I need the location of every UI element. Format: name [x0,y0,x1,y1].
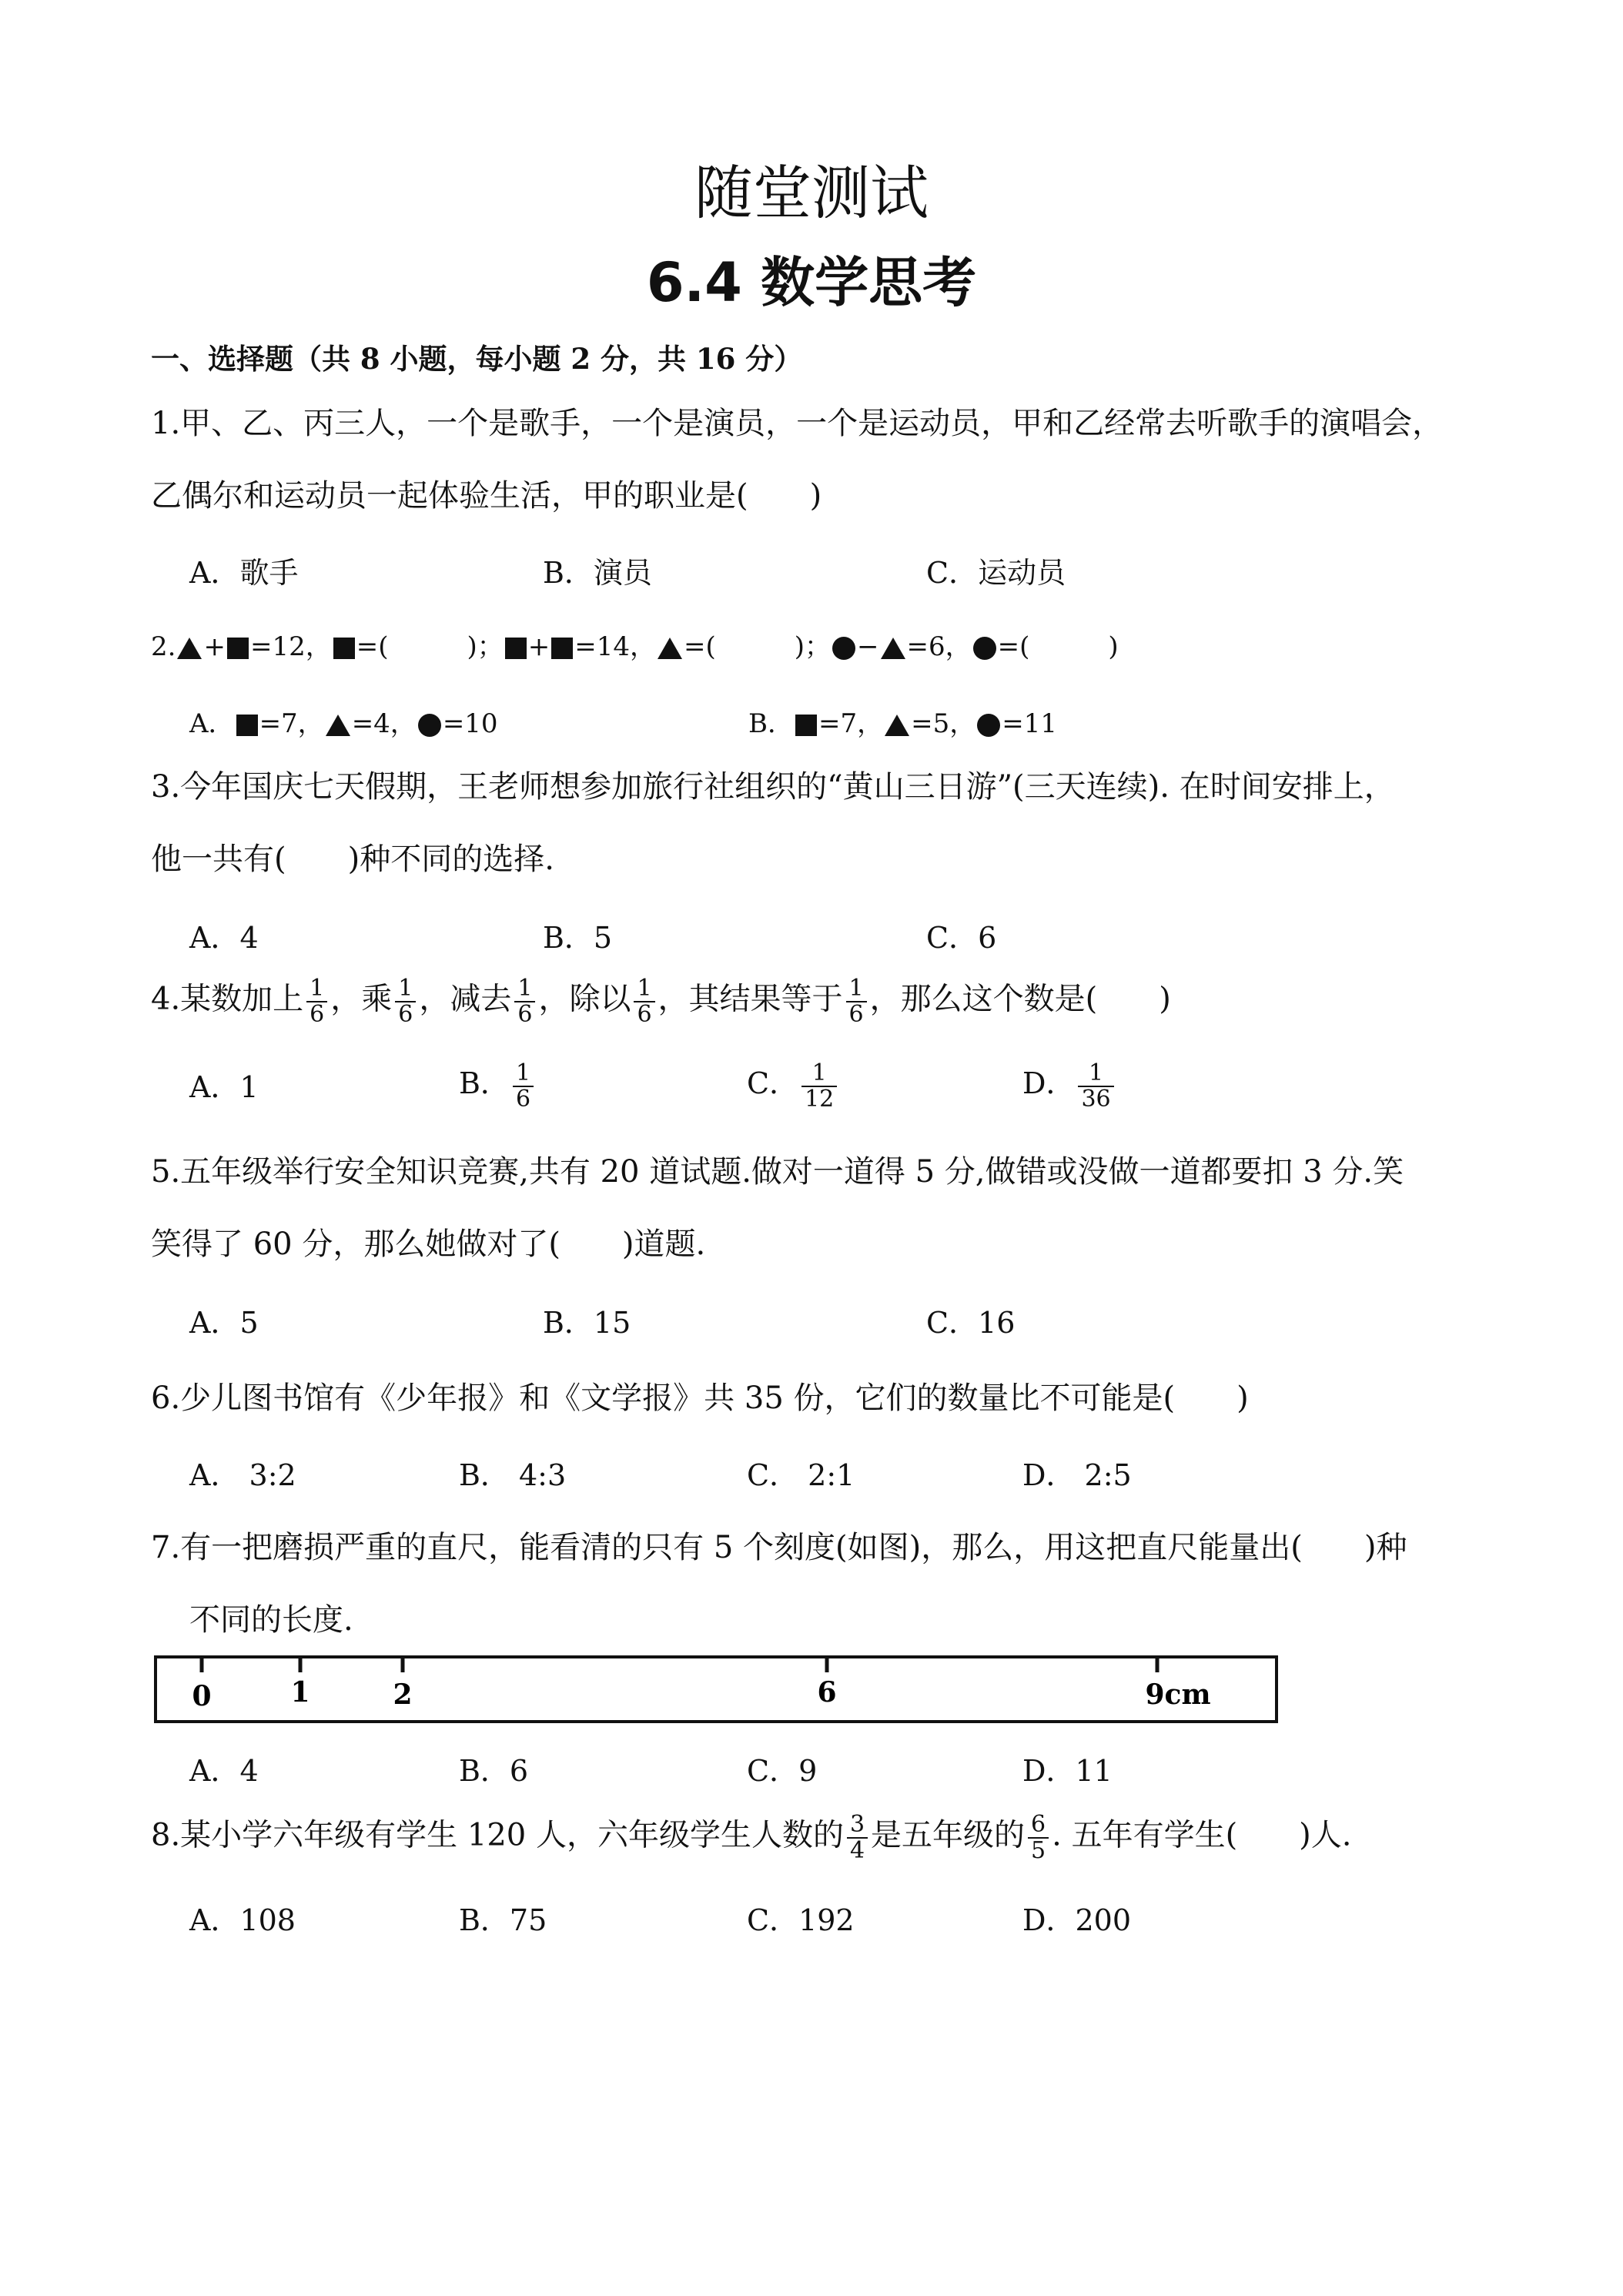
q6-option-a: A． 3:2 [189,1458,296,1492]
q2-stem: 2. + =12， =( )； + =14， =( )； − =6， =( ) [151,631,1119,662]
fraction [801,1061,837,1111]
q2-part6: =( ) [997,631,1119,662]
fraction [513,1061,534,1111]
q8-stem [151,1812,1352,1863]
fraction-denominator: 6 [517,1000,533,1028]
q7-option-b: B．6 [459,1754,529,1788]
q4-text3: ，减去 [419,981,512,1017]
q8-option-c: C．192 [747,1903,855,1937]
fraction-denominator: 6 [310,1000,325,1028]
fraction-denominator: 5 [1031,1836,1046,1864]
q4-text2: ，乘 [330,981,393,1017]
square-icon [551,638,573,659]
q2-part5: =6， [906,631,972,662]
q7-option-a: A．4 [189,1754,259,1788]
q8-option-d: D．200 [1022,1903,1131,1937]
q8-option-b: B．75 [459,1903,547,1937]
square-icon [333,638,355,659]
fraction-denominator: 6 [398,1000,413,1028]
q3-option-a: A．4 [189,921,259,955]
q4-text1: 4.某数加上 [151,981,304,1017]
fraction [514,976,535,1026]
q2-a3: =10 [442,708,498,739]
ruler-label-2: 2 [393,1678,413,1711]
q2-option-a [189,707,498,741]
q6-option-c: C． 2:1 [747,1458,855,1492]
square-icon [795,715,817,736]
q4-option-c [747,1061,840,1111]
q5-line2: 笑得了 60 分，那么她做对了( )道题. [151,1227,706,1262]
q2-part3: =14， [574,631,657,662]
triangle-icon [885,715,909,736]
fraction [846,976,867,1026]
fraction-numerator: 3 [847,1812,868,1839]
fraction-denominator: 6 [637,1000,652,1028]
q3-option-c: C．6 [926,921,997,955]
q3-line2: 他一共有( )种不同的选择. [151,842,554,877]
square-icon [236,715,258,736]
q1-option-c: C．运动员 [926,556,1066,590]
q8-text2: 是五年级的 [871,1817,1026,1853]
fraction-numerator: 1 [1078,1061,1113,1087]
q8-text3: . 五年有学生( )人. [1052,1817,1352,1853]
q4-text4: ，除以 [538,981,631,1017]
q4-option-b-label: B． [459,1066,510,1100]
fraction [847,1812,868,1863]
q2-part2: =( )； [356,631,504,662]
circle-icon [977,714,1000,737]
ruler-body [156,1657,1277,1722]
fraction [634,976,654,1026]
ruler-label-0: 0 [192,1680,212,1712]
q4-option-d-label: D． [1022,1066,1076,1100]
q1-option-b: B．演员 [543,556,652,590]
circle-icon [418,714,441,737]
q2-number: 2. [151,631,176,662]
fraction-numerator: 6 [1028,1812,1049,1839]
ruler-figure [154,1655,1278,1725]
q4-stem [151,976,1171,1026]
section-heading: 一、选择题（共 8 小题，每小题 2 分，共 16 分） [151,342,803,376]
q7-option-d: D．11 [1022,1754,1113,1788]
fraction-numerator: 1 [634,976,654,1002]
square-icon [505,638,527,659]
q2-a1: =7， [259,708,324,739]
q6-option-b: B． 4:3 [459,1458,567,1492]
q2-b3: =11 [1002,708,1058,739]
circle-icon [973,637,996,660]
q5-line1: 5.五年级举行安全知识竞赛,共有 20 道试题.做对一道得 5 分,做错或没做一道都要扣 3 分.笑 [151,1154,1404,1190]
q4-option-c-label: C． [747,1066,799,1100]
q2-b1: =7， [818,708,884,739]
q7-option-c: C．9 [747,1754,818,1788]
triangle-icon [326,715,350,736]
fraction [1078,1061,1113,1111]
fraction-denominator: 6 [848,1000,864,1028]
q3-option-b: B．5 [543,921,613,955]
q2-part1: =12， [249,631,332,662]
q2-a2: =4， [351,708,417,739]
q8-text1: 8.某小学六年级有学生 120 人，六年级学生人数的 [151,1817,844,1853]
q4-option-b [459,1061,537,1111]
q7-line1: 7.有一把磨损严重的直尺，能看清的只有 5 个刻度(如图)，那么，用这把直尺能量出( )种 [151,1530,1407,1565]
fraction-numerator: 1 [306,976,327,1002]
q4-option-a: A．1 [189,1070,259,1104]
q2-option-a-label: A． [189,708,235,739]
fraction-denominator: 6 [515,1085,531,1113]
circle-icon [832,637,855,660]
q1-option-a: A．歌手 [189,556,299,590]
q4-option-d [1022,1061,1117,1111]
fraction-numerator: 1 [514,976,535,1002]
q2-part4: =( )； [684,631,832,662]
page-title: 随堂测试 [694,159,929,227]
q2-option-b [748,707,1057,741]
q5-option-b: B．15 [543,1306,631,1340]
page-subtitle: 6.4 数学思考 [646,251,977,314]
triangle-icon [658,638,682,659]
q6-option-d: D． 2:5 [1022,1458,1132,1492]
fraction-numerator: 1 [395,976,416,1002]
fraction-numerator: 1 [846,976,867,1002]
fraction-denominator: 36 [1081,1085,1111,1113]
q2-option-b-label: B． [748,708,794,739]
fraction-numerator: 1 [513,1061,534,1087]
q7-line2: 不同的长度. [189,1602,353,1638]
q1-line1: 1.甲、乙、丙三人，一个是歌手，一个是演员，一个是运动员，甲和乙经常去听歌手的演唱会， [151,406,1444,441]
fraction [1028,1812,1049,1863]
q5-option-c: C．16 [926,1306,1016,1340]
triangle-icon [177,638,202,659]
q4-text5: ，其结果等于 [658,981,843,1017]
q8-option-a: A．108 [189,1903,296,1937]
q2-b2: =5， [911,708,976,739]
ruler-label-9cm: 9cm [1145,1678,1211,1711]
fraction [306,976,327,1026]
ruler-label-6: 6 [817,1676,837,1709]
fraction-denominator: 4 [849,1836,865,1864]
fraction-numerator: 1 [801,1061,837,1087]
q5-option-a: A．5 [189,1306,259,1340]
q1-line2: 乙偶尔和运动员一起体验生活，甲的职业是( ) [151,478,822,514]
fraction-denominator: 12 [805,1085,835,1113]
q6-line1: 6.少儿图书馆有《少年报》和《文学报》共 35 份，它们的数量比不可能是( ) [151,1381,1249,1416]
ruler-label-1: 1 [290,1676,310,1709]
square-icon [227,638,249,659]
q4-text6: ，那么这个数是( ) [869,981,1171,1017]
fraction [395,976,416,1026]
triangle-icon [881,638,905,659]
q3-line1: 3.今年国庆七天假期，王老师想参加旅行社组织的“黄山三日游”(三天连续). 在时间安排上， [151,769,1395,805]
